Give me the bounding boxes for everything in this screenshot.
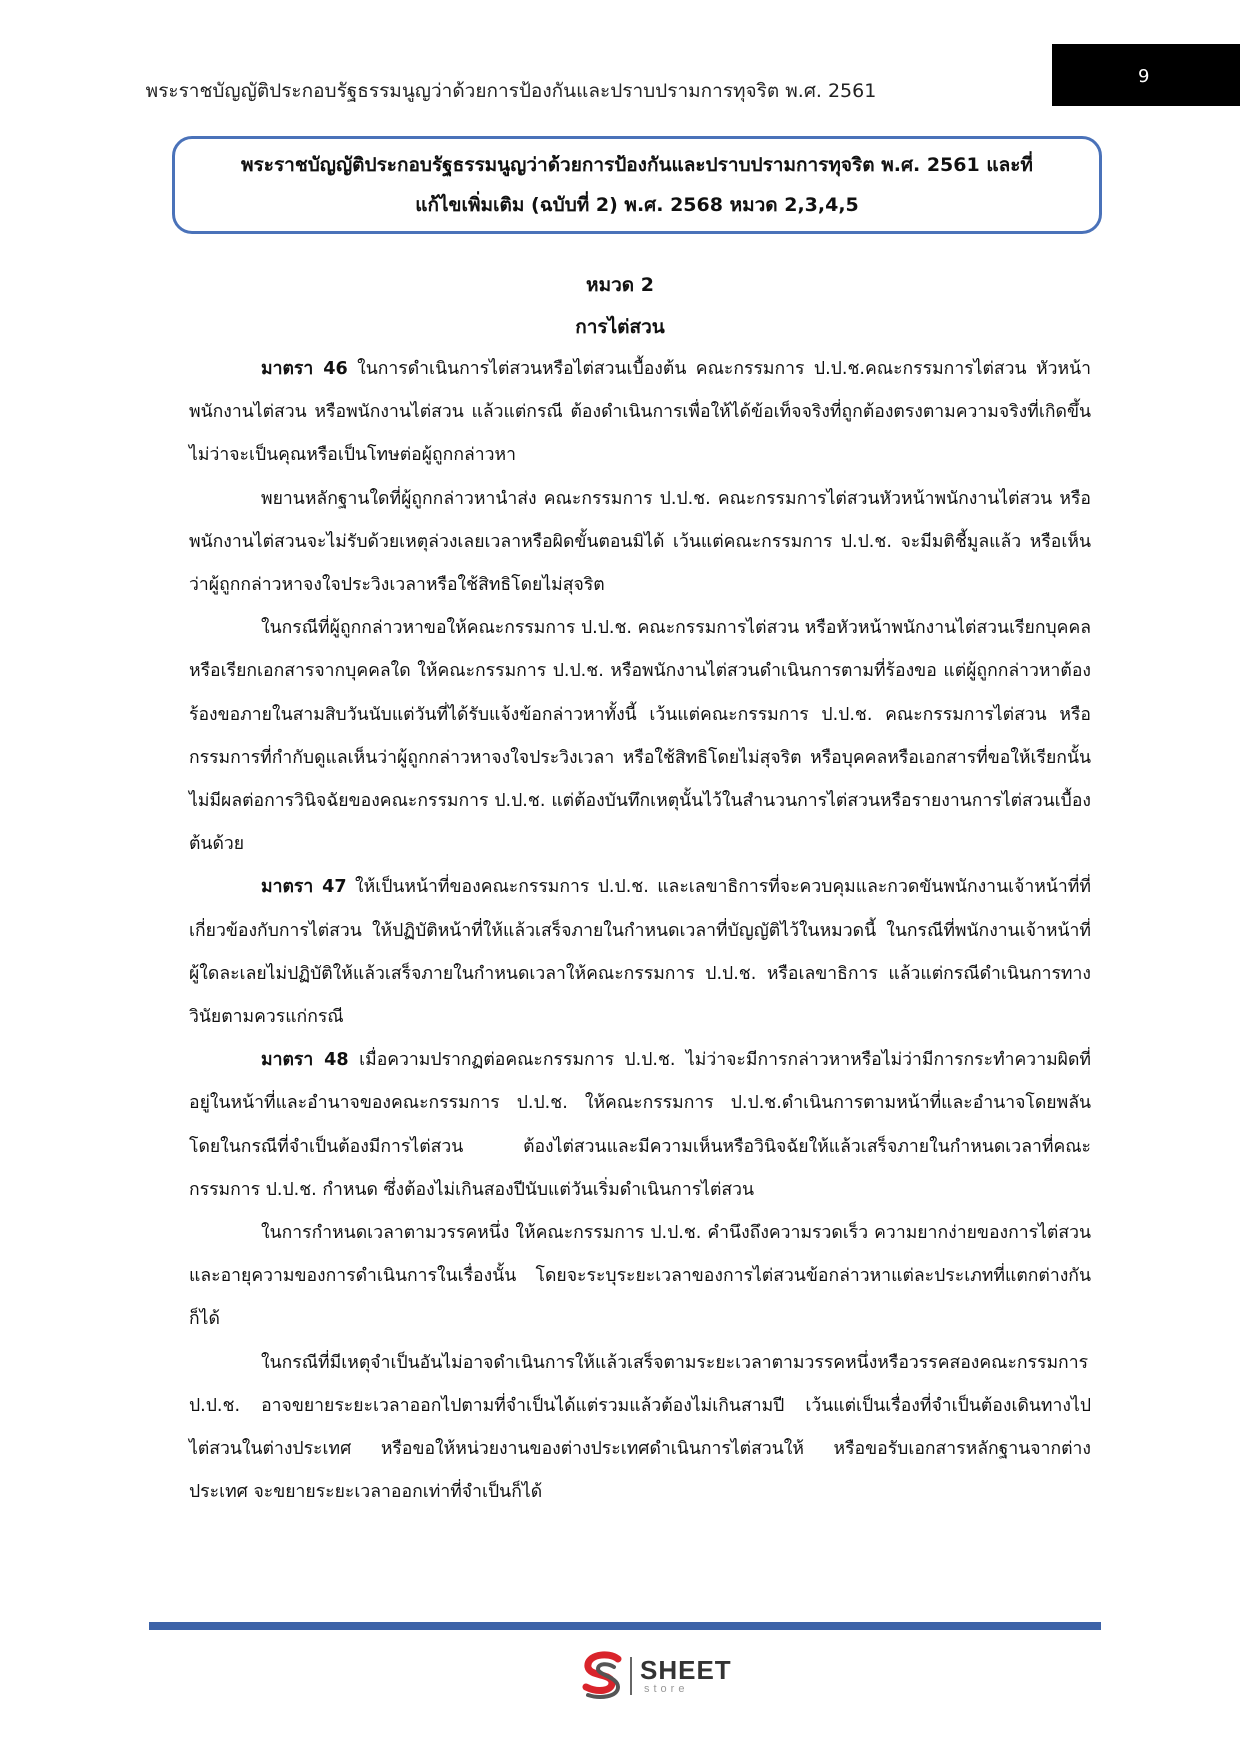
page-number: 9 [1138,66,1150,87]
section-label: มาตรา 46 [261,359,348,379]
paragraph-text: ในกรณีที่ผู้ถูกกล่าวหาขอให้คณะกรรมการ ป.ป.ช. คณะกรรมการไต่สวน หรือหัวหน้าพนักงานไต่สวนเรียกบุคคลหรือเรียกเอกสารจากบุคคลใด ให้คณะกรรมการ ป.ป.ช. หรือพนักงานไต่สวนดำเนินการตามที่ร้องขอ แต่ผู้ถูกกล่าวหาต้องร้องขอภายในสามสิบวันนับแต่วันที่ได้รับแจ้งข้อกล่าวหาทั้งนี้ เว้นแต่คณะกรรมการ ป.ป.ช. คณะกรรมการไต่สวน หรือกรรมการที่กำกับดูแลเห็นว่าผู้ถูกกล่าวหาจงใจประวิงเวลา หรือใช้สิทธิโดยไม่สุจริต หรือบุคคลหรือเอกสารที่ขอให้เรียกนั้นไม่มีผลต่อการวินิจฉัยของคณะกรรมการ ป.ป.ช. แต่ต้องบันทึกเหตุนั้นไว้ในสำนวนการไต่สวนหรือรายงานการไต่สวนเบื้องต้นด้วย [189,618,1091,855]
body-text [189,348,1091,1514]
section-label: มาตรา 47 [261,877,347,898]
section-46-para [189,348,1091,478]
paragraph-text: ในการกำหนดเวลาตามวรรคหนึ่ง ให้คณะกรรมการ ป.ป.ช. คำนึงถึงความรวดเร็ว ความยากง่ายของการไต่สวน และอายุความของการดำเนินการในเรื่องนั้น โดยจะระบุระยะเวลาของการไต่สวนข้อกล่าวหาแต่ละประเภทที่แตกต่างกันก็ได้ [189,1223,1091,1330]
footer-rule [149,1622,1101,1630]
paragraph-text: ในการดำเนินการไต่สวนหรือไต่สวนเบื้องต้น คณะกรรมการ ป.ป.ช.คณะกรรมการไต่สวน หัวหน้าพนักงานไต่สวน หรือพนักงานไต่สวน แล้วแต่กรณี ต้องดำเนินการเพื่อให้ได้ข้อเท็จจริงที่ถูกต้องตรงตามความจริงที่เกิดขึ้น ไม่ว่าจะเป็นคุณหรือเป็นโทษต่อผู้ถูกกล่าวหา [189,359,1091,466]
section-48-para-3 [189,1342,1091,1515]
section-label: มาตรา 48 [261,1050,349,1071]
section-48-para-2 [189,1212,1091,1342]
logo-s-icon [578,1651,626,1701]
running-header: พระราชบัญญัติประกอบรัฐธรรมนูญว่าด้วยการป้องกันและปราบปรามการทุจริต พ.ศ. 2561 [145,80,877,102]
logo-separator [630,1657,632,1695]
paragraph-text: เมื่อความปรากฏต่อคณะกรรมการ ป.ป.ช. ไม่ว่าจะมีการกล่าวหาหรือไม่ว่ามีการกระทำความผิดที่อยู่ในหน้าที่และอำนาจของคณะกรรมการ ป.ป.ช. ให้คณะกรรมการ ป.ป.ช.ดำเนินการตามหน้าที่และอำนาจโดยพลัน โดยในกรณีที่จำเป็นต้องมีการไต่สวน ต้องไต่สวนและมีความเห็นหรือวินิจฉัยให้แล้วเสร็จภายในกำหนดเวลาที่คณะกรรมการ ป.ป.ช. กำหนด ซึ่งต้องไม่เกินสองปีนับแต่วันเริ่มดำเนินการไต่สวน [189,1050,1091,1200]
sheet-store-logo [578,1651,748,1701]
chapter-name: การไต่สวน [575,316,665,338]
document-title-box [172,136,1102,234]
section-46-para-3 [189,607,1091,866]
section-47-para [189,866,1091,1039]
logo-wordmark: SHEET [640,1655,732,1685]
page-number-box [1052,44,1240,106]
paragraph-text: ในกรณีที่มีเหตุจำเป็นอันไม่อาจดำเนินการให้แล้วเสร็จตามระยะเวลาตามวรรคหนึ่งหรือวรรคสองคณะกรรมการ ป.ป.ช. อาจขยายระยะเวลาออกไปตามที่จำเป็นได้แต่รวมแล้วต้องไม่เกินสามปี เว้นแต่เป็นเรื่องที่จำเป็นต้องเดินทางไปไต่สวนในต่างประเทศ หรือขอให้หน่วยงานของต่างประเทศดำเนินการไต่สวนให้ หรือขอรับเอกสารหลักฐานจากต่างประเทศ จะขยายระยะเวลาออกเท่าที่จำเป็นก็ได้ [189,1352,1091,1503]
paragraph-text: พยานหลักฐานใดที่ผู้ถูกกล่าวหานำส่ง คณะกรรมการ ป.ป.ช. คณะกรรมการไต่สวนหัวหน้าพนักงานไต่สวน หรือพนักงานไต่สวนจะไม่รับด้วยเหตุล่วงเลยเวลาหรือผิดขั้นตอนมิได้ เว้นแต่คณะกรรมการ ป.ป.ช. จะมีมติชี้มูลแล้ว หรือเห็นว่าผู้ถูกกล่าวหาจงใจประวิงเวลาหรือใช้สิทธิโดยไม่สุจริต [189,488,1091,596]
paragraph-text: ให้เป็นหน้าที่ของคณะกรรมการ ป.ป.ช. และเลขาธิการที่จะควบคุมและกวดขันพนักงานเจ้าหน้าที่ที่เกี่ยวข้องกับการไต่สวน ให้ปฏิบัติหน้าที่ให้แล้วเสร็จภายในกำหนดเวลาที่บัญญัติไว้ในหมวดนี้ ในกรณีที่พนักงานเจ้าหน้าที่ผู้ใดละเลยไม่ปฏิบัติให้แล้วเสร็จภายในกำหนดเวลาให้คณะกรรมการ ป.ป.ช. หรือเลขาธิการ แล้วแต่กรณีดำเนินการทางวินัยตามควรแก่กรณี [189,877,1091,1028]
document-title-line-1: พระราชบัญญัติประกอบรัฐธรรมนูญว่าด้วยการป้องกันและปราบปรามการทุจริต พ.ศ. 2561 และที่ [241,154,1033,176]
logo-subtext: store [644,1683,689,1695]
section-48-para [189,1039,1091,1212]
section-46-para-2 [189,478,1091,608]
chapter-number: หมวด 2 [586,274,654,296]
document-title-line-2: แก้ไขเพิ่มเติม (ฉบับที่ 2) พ.ศ. 2568 หมวด 2,3,4,5 [415,194,859,216]
